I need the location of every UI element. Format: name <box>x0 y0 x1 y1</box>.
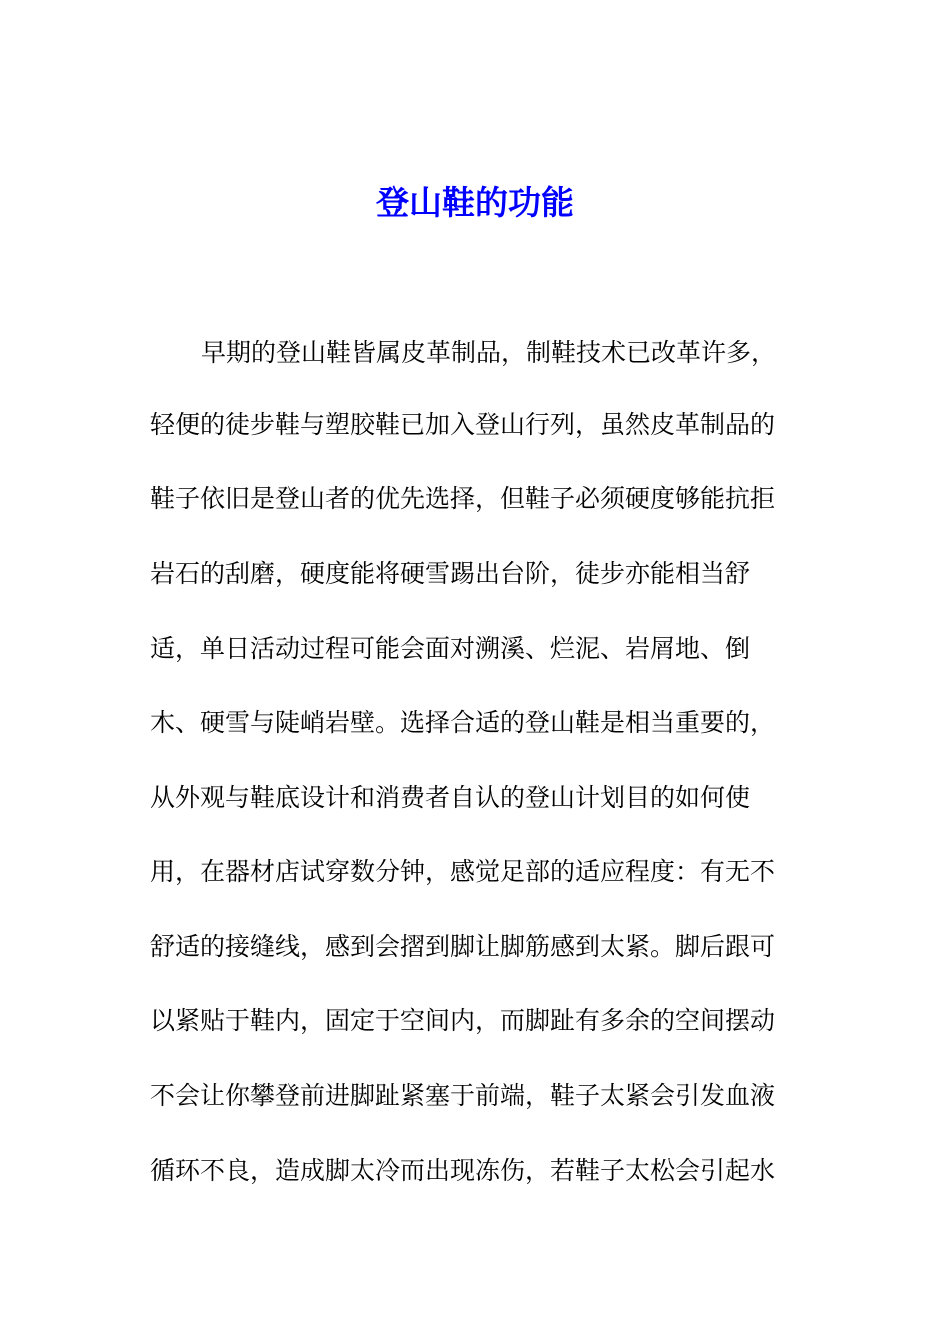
paragraph-line-9: 舒适的接缝线，感到会摺到脚让脚筋感到太紧。脚后跟可 <box>150 932 776 961</box>
page-title: 登山鞋的功能 <box>376 183 574 222</box>
paragraph-line-11: 不会让你攀登前进脚趾紧塞于前端，鞋子太紧会引发血液 <box>150 1081 776 1110</box>
paragraph-line-2: 轻便的徒步鞋与塑胶鞋已加入登山行列，虽然皮革制品的 <box>150 410 776 439</box>
paragraph-line-1: 早期的登山鞋皆属皮革制品，制鞋技术已改革许多， <box>201 338 777 367</box>
paragraph-line-12: 循环不良，造成脚太冷而出现冻伤，若鞋子太松会引起水 <box>150 1156 776 1185</box>
paragraph-line-5: 适，单日活动过程可能会面对溯溪、烂泥、岩屑地、倒 <box>150 634 751 663</box>
paragraph-line-3: 鞋子依旧是登山者的优先选择，但鞋子必须硬度够能抗拒 <box>150 484 776 513</box>
paragraph-line-7: 从外观与鞋底设计和消费者自认的登山计划目的如何使 <box>150 783 751 812</box>
paragraph-line-4: 岩石的刮磨，硬度能将硬雪踢出台阶，徒步亦能相当舒 <box>150 559 751 588</box>
paragraph-line-6: 木、硬雪与陡峭岩壁。选择合适的登山鞋是相当重要的， <box>150 708 776 737</box>
paragraph-line-8: 用，在器材店试穿数分钟，感觉足部的适应程度：有无不 <box>150 857 776 886</box>
paragraph-line-10: 以紧贴于鞋内，固定于空间内，而脚趾有多余的空间摆动 <box>150 1006 776 1035</box>
